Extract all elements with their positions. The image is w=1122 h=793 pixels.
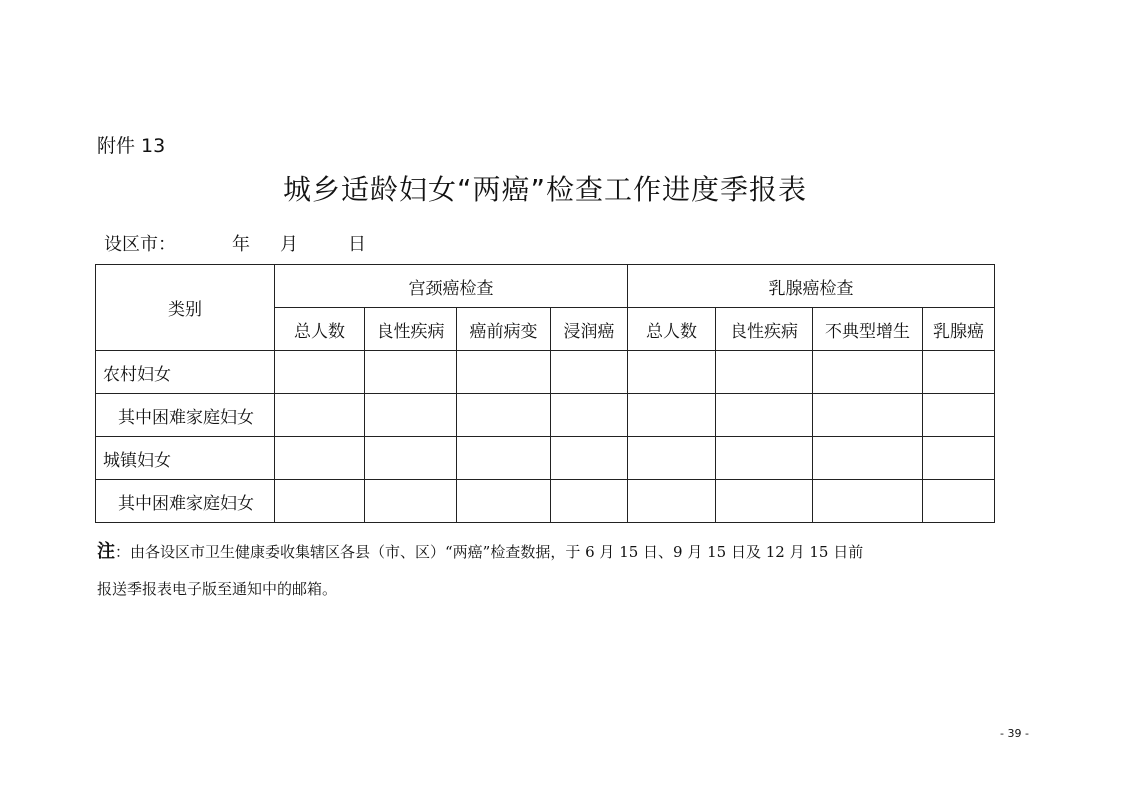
footnote-label: 注 — [97, 541, 115, 562]
footnote — [97, 537, 863, 563]
footnote-text: ：由各设区市卫生健康委收集辖区各县（市、区）“两癌”检查数据，于 6 月 15 日、9 月 15 日及 12 月 15 日前 — [115, 543, 864, 561]
data-cell — [628, 480, 716, 523]
attachment-label: 附件 13 — [97, 135, 166, 157]
data-cell — [457, 351, 551, 394]
data-cell — [923, 394, 995, 437]
table-header-row — [96, 265, 995, 308]
page-title: 城乡适龄妇女“两癌”检查工作进度季报表 — [282, 173, 807, 206]
column-header: 总人数 — [628, 308, 716, 351]
data-cell — [365, 437, 457, 480]
column-header: 浸润癌 — [551, 308, 628, 351]
report-table — [95, 264, 995, 523]
group-header-breast: 乳腺癌检查 — [628, 265, 995, 308]
table-row — [96, 437, 995, 480]
data-cell — [923, 437, 995, 480]
data-cell — [275, 480, 365, 523]
day-label: 日 — [348, 234, 366, 255]
data-cell — [813, 394, 923, 437]
data-cell — [551, 480, 628, 523]
footnote-continuation: 报送季报表电子版至通知中的邮箱。 — [97, 580, 338, 598]
data-cell — [275, 351, 365, 394]
data-cell — [457, 480, 551, 523]
year-label: 年 — [232, 234, 250, 255]
data-cell — [716, 394, 813, 437]
data-cell — [275, 437, 365, 480]
month-label: 月 — [280, 234, 298, 255]
column-header: 癌前病变 — [457, 308, 551, 351]
table-row — [96, 394, 995, 437]
page-number: - 39 - — [1000, 727, 1029, 740]
category-header: 类别 — [96, 265, 275, 351]
data-cell — [716, 351, 813, 394]
data-cell — [551, 437, 628, 480]
data-cell — [457, 394, 551, 437]
data-cell — [716, 437, 813, 480]
column-header: 不典型增生 — [813, 308, 923, 351]
row-label: 农村妇女 — [96, 351, 275, 394]
data-cell — [628, 437, 716, 480]
data-cell — [716, 480, 813, 523]
data-cell — [813, 351, 923, 394]
data-cell — [923, 351, 995, 394]
data-cell — [365, 394, 457, 437]
table-row — [96, 480, 995, 523]
column-header: 乳腺癌 — [923, 308, 995, 351]
city-label: 设区市： — [104, 234, 176, 255]
data-cell — [457, 437, 551, 480]
column-header: 良性疾病 — [365, 308, 457, 351]
column-header: 良性疾病 — [716, 308, 813, 351]
row-label: 其中困难家庭妇女 — [96, 394, 275, 437]
table-row — [96, 351, 995, 394]
data-cell — [365, 351, 457, 394]
group-header-cervical: 宫颈癌检查 — [275, 265, 628, 308]
data-cell — [628, 394, 716, 437]
row-label: 城镇妇女 — [96, 437, 275, 480]
data-cell — [365, 480, 457, 523]
data-cell — [275, 394, 365, 437]
data-cell — [813, 437, 923, 480]
data-cell — [551, 351, 628, 394]
column-header: 总人数 — [275, 308, 365, 351]
date-line — [104, 230, 366, 256]
data-cell — [923, 480, 995, 523]
data-cell — [628, 351, 716, 394]
data-cell — [551, 394, 628, 437]
row-label: 其中困难家庭妇女 — [96, 480, 275, 523]
data-cell — [813, 480, 923, 523]
